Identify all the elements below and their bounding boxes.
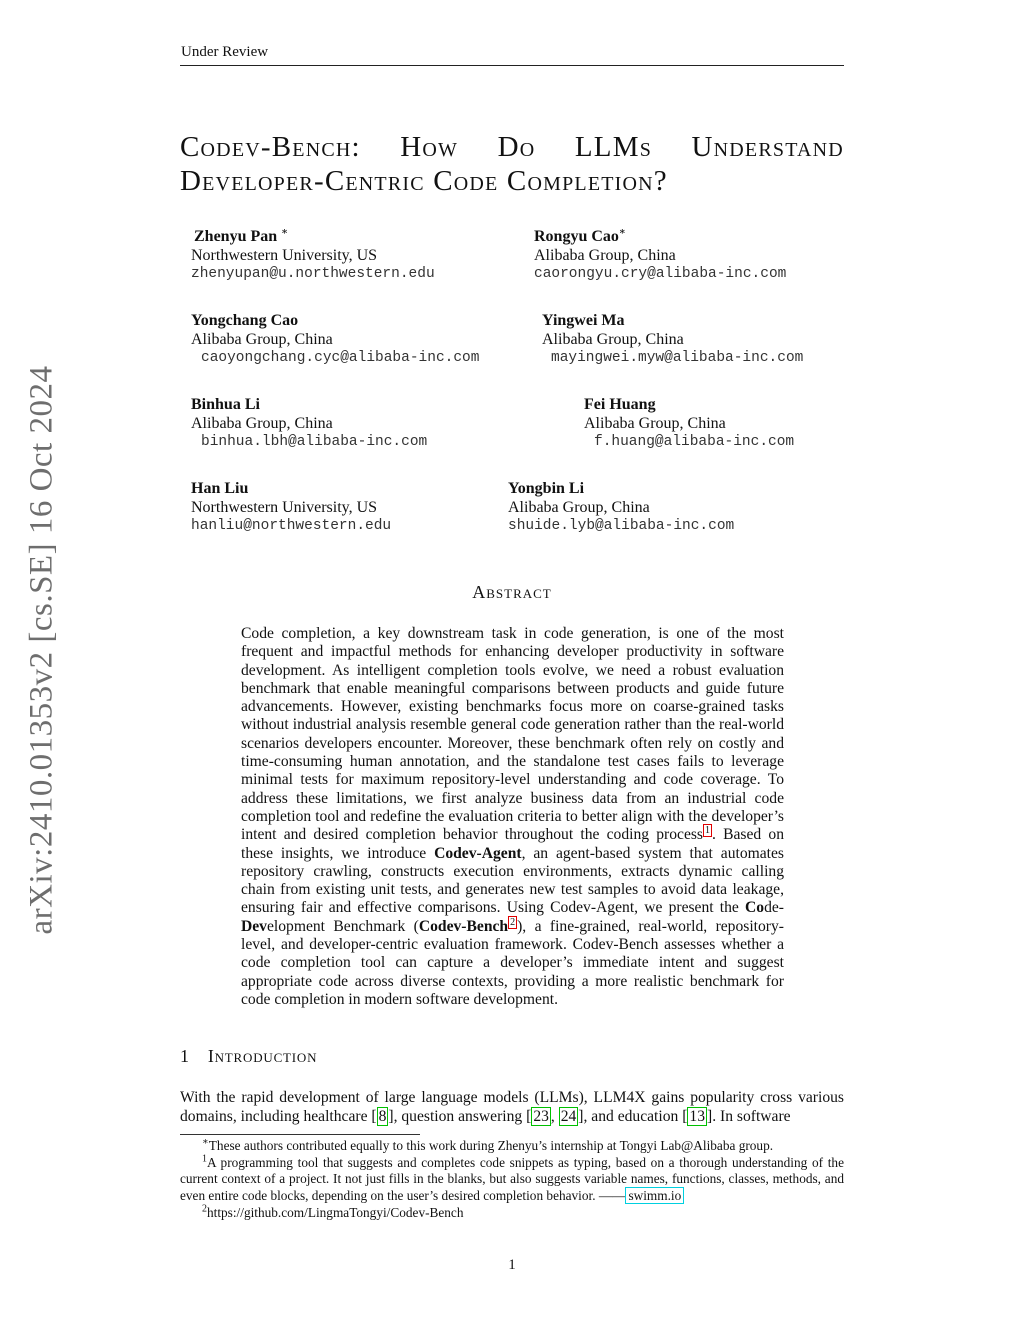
author-block xyxy=(191,479,391,536)
acronym-co: Co xyxy=(745,899,765,917)
equal-contribution-mark: ∗ xyxy=(281,226,289,238)
footnote-text: These authors contributed equally to this work during Zhenyu’s internship at Tongyi Lab@Alibaba group. xyxy=(208,1138,774,1153)
title-word: LLMs xyxy=(574,131,653,163)
author-name: Zhenyu Pan ∗ xyxy=(194,226,289,245)
intro-text: ]. In software xyxy=(707,1108,791,1125)
abstract-text: Code completion, a key downstream task in code generation, is one of the most frequent and impactful methods for enhancing developer productivity in software development. As intelligent completion tools evolve, we need a robust evaluation benchmark that enable meaningful comparisons between products and guide future advancements. However, existing benchmarks focus more on coarse-grained tasks without industrial analysis resemble general code generation rather than the real-world scenarios developers encounter. Moreover, these benchmark often rely on costly and time-consuming human annotation, and the standalone test cases fails to leverage minimal tests for maximum repository-level understanding and code coverage. To address these limitations, we first analyze business data from an industrial code completion tool and redefine the evaluation criteria to better align with the developer’s intent and desired completion behavior throughout the coding process xyxy=(241,625,784,844)
author-affiliation: Alibaba Group, China xyxy=(191,415,333,432)
footnote-text: A programming tool that suggests and completes code snippets as typing, based on a thorough understanding of the current context of a project. It not just fills in the blanks, but also suggests variable names, functions, classes, methods, and even entire code blocks, depending on the user’s desired completion behavior. —— xyxy=(180,1154,844,1204)
author-email[interactable]: caorongyu.cry@alibaba-inc.com xyxy=(534,266,787,282)
author-email[interactable]: binhua.lbh@alibaba-inc.com xyxy=(201,434,428,450)
author-block xyxy=(534,227,786,284)
abstract-text: ), a fine-grained, real-world, repository-level, and developer-centric evaluation framework. Codev-Bench assesses whether a code completion tool can capture a developer’s immediate intent and suggest appropriate code across diverse contexts, providing a more realistic benchmark for code completion in modern software development. xyxy=(241,917,784,1008)
author-email[interactable]: caoyongchang.cyc@alibaba-inc.com xyxy=(201,350,480,366)
abstract-text: , an agent-based system that automates repository crawling, constructs execution environments, extracts dynamic calling chain from existing unit tests, and generates new test samples to avoid data leakage, ensuring fair and effective comparisons. Using Codev-Agent, we present the xyxy=(241,844,784,917)
footnote-1 xyxy=(180,1155,844,1205)
title-word: Understand xyxy=(691,131,844,163)
intro-paragraph xyxy=(180,1088,844,1126)
author-email[interactable]: hanliu@northwestern.edu xyxy=(191,518,392,534)
intro-text: ], and education [ xyxy=(578,1108,688,1125)
author-email[interactable]: f.huang@alibaba-inc.com xyxy=(594,434,795,450)
author-affiliation: Northwestern University, US xyxy=(191,247,378,264)
codev-agent-term: Codev-Agent xyxy=(434,844,522,862)
title-word: Do xyxy=(497,131,536,163)
footnote-mark: ∗ xyxy=(202,1136,209,1148)
abstract-heading: Abstract xyxy=(472,582,552,602)
acronym-dev: Dev xyxy=(241,917,267,935)
section-title: Introduction xyxy=(207,1046,318,1066)
author-block xyxy=(508,479,734,536)
author-block xyxy=(191,311,479,368)
author-affiliation: Alibaba Group, China xyxy=(534,247,676,264)
author-name: Yingwei Ma xyxy=(542,312,625,329)
footnote-rule xyxy=(180,1134,420,1135)
author-email[interactable]: shuide.lyb@alibaba-inc.com xyxy=(508,518,735,534)
header-rule xyxy=(180,65,844,66)
author-affiliation: Northwestern University, US xyxy=(191,499,378,516)
equal-contribution-mark: ∗ xyxy=(618,226,626,238)
author-block xyxy=(191,395,427,452)
author-name: Rongyu Cao∗ xyxy=(534,226,626,245)
title-line-1 xyxy=(180,130,844,164)
intro-text: , xyxy=(550,1108,559,1125)
author-affiliation: Alibaba Group, China xyxy=(584,415,726,432)
footnote-star xyxy=(180,1138,844,1155)
footnote-link-1[interactable]: 1 xyxy=(705,825,711,837)
citation-link[interactable]: 8 xyxy=(378,1108,387,1125)
running-header: Under Review xyxy=(181,44,269,60)
intro-text: With the rapid development of large language models (LLMs), LLM4X gains popularity cross various domains, including healthcare [ xyxy=(180,1089,844,1125)
author-affiliation: Alibaba Group, China xyxy=(191,331,333,348)
repo-url[interactable]: https://github.com/LingmaTongyi/Codev-Bench xyxy=(207,1204,464,1220)
author-email[interactable]: mayingwei.myw@alibaba-inc.com xyxy=(551,350,804,366)
author-name: Yongbin Li xyxy=(508,480,585,497)
footnote-mark: 2 xyxy=(202,1203,207,1215)
author-block xyxy=(542,311,803,368)
author-name: Han Liu xyxy=(191,480,249,497)
author-name: Yongchang Cao xyxy=(191,312,299,329)
title-word: How xyxy=(400,131,459,163)
author-email[interactable]: zhenyupan@u.northwestern.edu xyxy=(191,266,435,282)
abstract-text: elopment Benchmark ( xyxy=(266,917,419,935)
abstract-body xyxy=(241,625,784,1009)
page-number: 1 xyxy=(508,1257,516,1273)
citation-link[interactable]: 13 xyxy=(689,1108,706,1125)
author-affiliation: Alibaba Group, China xyxy=(508,499,650,516)
abstract-text: . Based on these insights, we introduce xyxy=(241,826,785,862)
abstract-text: de- xyxy=(764,899,784,917)
citation-link[interactable]: 23 xyxy=(533,1108,549,1125)
citation-link[interactable]: 24 xyxy=(560,1108,577,1125)
paper-title xyxy=(180,130,844,198)
footnotes xyxy=(180,1138,844,1222)
intro-text: ], question answering [ xyxy=(388,1108,532,1125)
author-name: Fei Huang xyxy=(584,396,656,413)
codev-bench-term: Codev-Bench xyxy=(418,917,509,935)
footnote-2 xyxy=(180,1205,844,1222)
section-heading xyxy=(180,1046,317,1067)
author-affiliation: Alibaba Group, China xyxy=(542,331,684,348)
title-line-2: Developer-Centric Code Completion? xyxy=(180,165,668,197)
author-block xyxy=(584,395,794,452)
section-number: 1 xyxy=(180,1046,190,1066)
swimm-link[interactable]: swimm.io xyxy=(625,1187,684,1204)
arxiv-identifier[interactable]: arXiv:2410.01353v2 [cs.SE] 16 Oct 2024 xyxy=(23,365,60,935)
title-word: Codev-Bench: xyxy=(180,131,361,163)
author-name: Binhua Li xyxy=(191,396,260,413)
footnote-mark: 1 xyxy=(202,1153,207,1165)
footnote-link-2[interactable]: 2 xyxy=(510,916,516,928)
author-block xyxy=(191,226,435,284)
